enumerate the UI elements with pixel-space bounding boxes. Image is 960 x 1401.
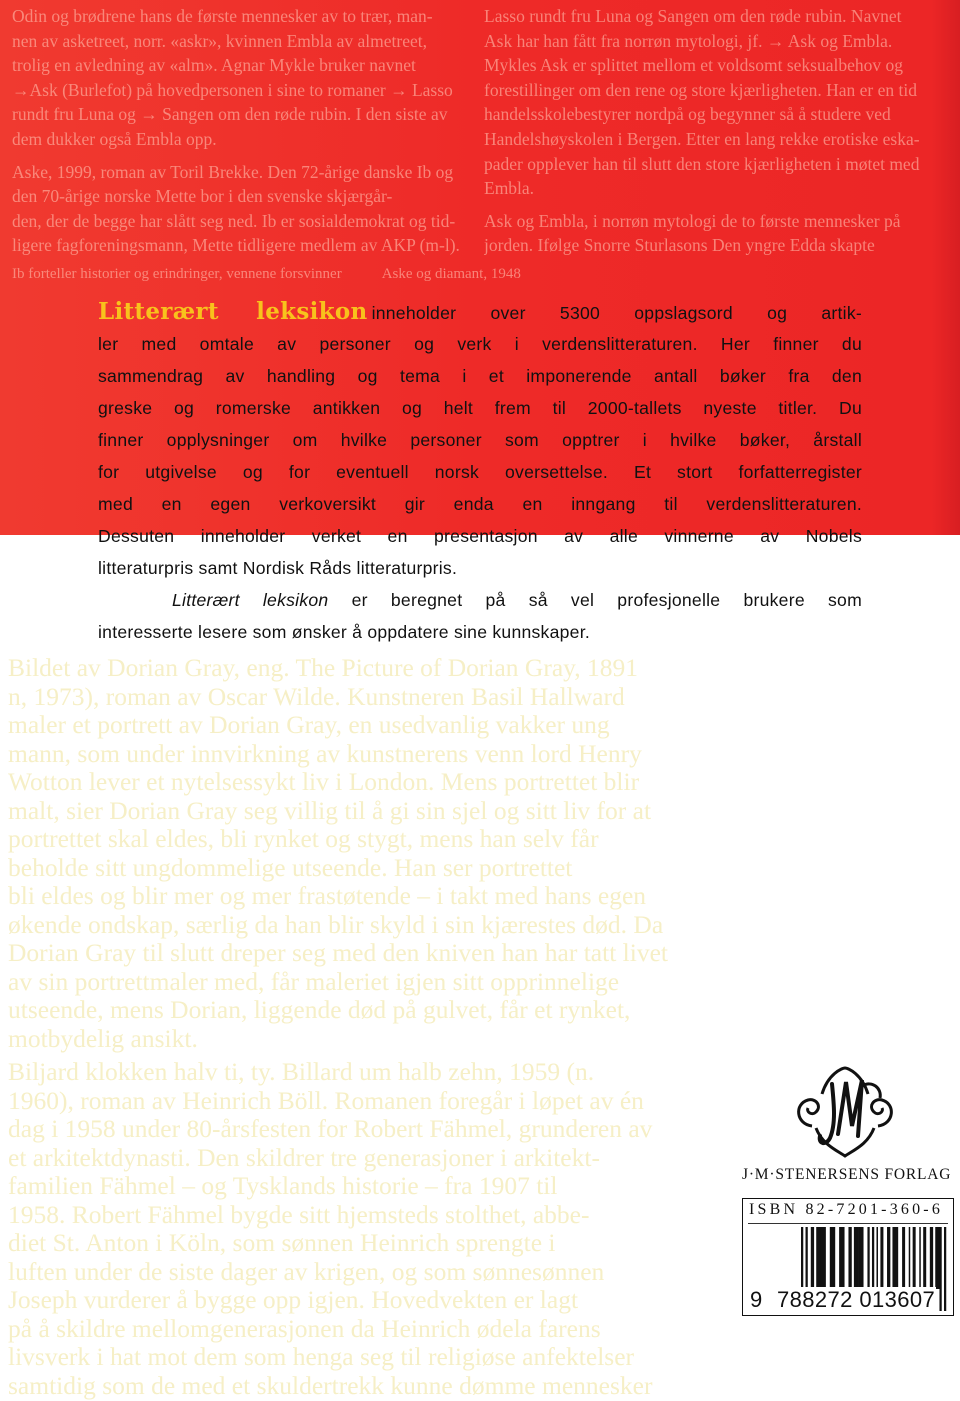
barcode-bar	[944, 1227, 946, 1311]
background-line	[484, 201, 956, 209]
background-line	[12, 152, 478, 160]
background-line: forestillinger om den rene og store kjærligheten. Han er en tid	[484, 79, 917, 100]
background-text-white	[12, 264, 952, 286]
background-line: ligere fagforeningsmann, Mette tidligere medlem av AKP (m-l).	[12, 235, 460, 256]
background-line: maler et portrett av Dorian Gray, en usedvanlig vakker ung	[8, 710, 610, 739]
blurb-line: ler med omtale av personer og verk i verdenslitteraturen. Her finner du	[98, 334, 862, 354]
background-line: Lasso rundt fru Luna og Sangen om den røde rubin. Navnet	[484, 6, 902, 26]
barcode-bar	[892, 1227, 897, 1289]
barcode-bar	[880, 1227, 883, 1289]
background-line: den, der de begge har slått seg ned. Ib er sosialdemokrat og tid-	[12, 210, 456, 231]
barcode-bar	[862, 1227, 864, 1289]
background-line: på å skildre mellomgenerasjonen da Heinrich ødela farens	[8, 1313, 601, 1343]
background-line: dag i 1958 under 80-årsfesten for Robert Fähmel, grunderen av	[8, 1114, 653, 1143]
background-line: Dorian Gray til slutt dreper seg med den kniven han har tatt livet	[8, 938, 668, 967]
blurb-line: finner opplysninger om hvilke personer som opptrer i hvilke bøker, årstall	[98, 430, 862, 450]
background-line: Ask og Embla, i norrøn mytologi de to første mennesker på	[484, 210, 901, 231]
background-line: pader opplever han til slutt den store kjærligheten i møtet med	[484, 153, 920, 174]
barcode-bar	[913, 1227, 916, 1289]
barcode-bar	[854, 1227, 859, 1289]
barcode-bar	[811, 1227, 814, 1289]
background-line: et arkitektdynasti. Den skildrer tre generasjoner i arkitekt-	[8, 1142, 600, 1172]
isbn-number: ISBN 82-7201-360-6	[749, 1201, 944, 1218]
barcode-bar	[935, 1227, 940, 1289]
background-text-red	[484, 4, 956, 258]
background-line: nen av asketreet, norr. «askr», kvinnen Embla av almetreet,	[12, 30, 427, 51]
ean-first-digit: 9	[750, 1287, 763, 1312]
background-line: familien Fähmel – og Tysklands historie – fra 1907 til	[8, 1171, 558, 1200]
barcode-bar	[923, 1227, 926, 1289]
barcode-bar	[919, 1227, 921, 1289]
background-line: handelsskolebestyrer nordpå og begynner så å studere ved	[484, 104, 891, 125]
background-line: økende ondskap, særlig da han blir skyld i sin kjærestes død. Da	[8, 909, 664, 939]
background-line: trolig en avledning av «alm». Agnar Mykle bruker navnet	[12, 55, 416, 76]
background-line: Embla.	[484, 178, 535, 199]
background-line: Odin og brødrene hans de første mennesker av to trær, man-	[12, 6, 433, 26]
background-line: mann, som under innvirkning av kunstnerens venn lord Henry	[8, 738, 642, 768]
background-line: utseende, mens Dorian, liggende død på gulvet, får et rynket,	[8, 995, 631, 1024]
blurb-line: med en egen verkoversikt gir enda en inngang til verdenslitteraturen.	[98, 494, 862, 514]
background-line: Bildet av Dorian Gray, eng. The Picture of Dorian Gray, 1891	[8, 653, 639, 682]
blurb-line: Litterært leksikon inneholder over 5300 oppslagsord og artik-	[98, 298, 862, 325]
book-title: Litterært leksikon	[98, 298, 368, 325]
background-line: rundt fru Luna og → Sangen om den røde rubin. I den siste av	[12, 104, 448, 125]
background-line: Biljard klokken halv ti, ty. Billard um halb zehn, 1959 (n.	[8, 1057, 595, 1086]
divider	[748, 1223, 948, 1224]
background-line: 1960), roman av Heinrich Böll. Romanen foregår i løpet av én	[8, 1085, 644, 1115]
background-line: 1958. Robert Fähmel bygde sitt hjemsteds stolthet, abbe-	[8, 1199, 590, 1229]
background-line: Aske, 1999, roman av Toril Brekke. Den 72-årige danske Ib og	[12, 161, 454, 182]
background-line: den 70-årige norske Mette bor i den svenske skjærgår-	[12, 186, 393, 207]
blurb	[98, 296, 862, 648]
barcode-bar	[939, 1227, 941, 1311]
blurb-line: sammendrag av handling og tema i et imponerende antall bøker fra den	[98, 366, 862, 386]
barcode-bar	[897, 1227, 899, 1289]
publisher-logo	[792, 1064, 898, 1160]
background-line: beholde sitt ungdommelige utseende. Han ser portrettet	[8, 852, 573, 882]
background-line: Ask har han fått fra norrøn mytologi, jf. → Ask og Embla.	[484, 30, 893, 51]
ean-digits: 788272 013607	[777, 1287, 936, 1312]
blurb-line: for utgivelse og for eventuell norsk oversettelse. Et stort forfatterregister	[98, 462, 862, 482]
background-line: Wotton lever et nytelsessykt liv i London. Mens portrettet blir	[8, 767, 640, 796]
background-line: Aske og diamant, 1948	[381, 266, 521, 282]
background-text-left-low	[8, 1058, 736, 1400]
barcode-bar	[909, 1227, 911, 1289]
barcode-bar	[848, 1227, 851, 1289]
blurb-line: litteraturpris samt Nordisk Råds litteraturpris.	[98, 558, 458, 578]
background-line: samtidig som de med et skuldertrekk kunne dømme mennesker	[8, 1370, 653, 1400]
barcode-bar	[843, 1227, 845, 1289]
background-line: Mykles Ask er splittet mellom et voldsomt seksualbehov og	[484, 55, 903, 76]
background-line: luften under de siste dager av krigen, og som sønnesønnen	[8, 1256, 605, 1286]
background-line: n, 1973), roman av Oscar Wilde. Kunstneren Basil Hallward	[8, 681, 625, 711]
publisher-name: J·M·STENERSENS FORLAG	[742, 1166, 952, 1183]
barcode-bar	[834, 1227, 836, 1289]
background-line: Ib forteller historier og erindringer, vennene forsvinner	[12, 266, 342, 282]
barcode-bar	[887, 1227, 890, 1289]
blurb-line: Litterært leksikon er beregnet på så vel profesjonelle brukere som	[172, 590, 862, 610]
barcode-bar	[902, 1227, 905, 1289]
background-line: diet St. Anton i Köln, som sønnen Heinrich sprengte i	[8, 1228, 556, 1257]
background-line: Handelshøyskolen i Bergen. Etter en lang rekke erotiske eska-	[484, 128, 920, 149]
blurb-line: Dessuten inneholder verket en presentasjon av alle vinnerne av Nobels	[98, 526, 862, 546]
barcode-bar	[816, 1227, 821, 1289]
background-line: livsverk i hat mot dem som henga seg til religiøse anfektelser	[8, 1342, 635, 1371]
background-line: malt, sier Dorian Gray seg villig til å gi sin sjel og sitt liv for at	[8, 795, 652, 825]
background-line: av sin portrettmaler med, får maleriet igjen sitt opprinnelige	[8, 966, 620, 996]
blurb-line: greske og romerske antikken og helt frem til 2000-tallets nyeste titler. Du	[98, 398, 862, 418]
blurb-line: interesserte lesere som ønsker å oppdatere sine kunnskaper.	[98, 622, 590, 642]
background-line: →Ask (Burlefot) på hovedpersonen i sine to romaner → Lasso	[12, 79, 453, 100]
isbn-barcode	[742, 1198, 954, 1316]
background-line: jorden. Ifølge Snorre Sturlasons Den yngre Edda skapte	[484, 235, 875, 256]
barcode-bar	[876, 1227, 878, 1289]
background-line: motbydelig ansikt.	[8, 1023, 198, 1053]
barcode-bar	[824, 1227, 826, 1289]
barcode-bar	[930, 1227, 933, 1289]
background-line: portrettet skal eldes, bli rynket og stygt, mens han selv får	[8, 824, 599, 853]
background-text-left-mid	[8, 654, 952, 1053]
background-line: dem dukker også Embla opp.	[12, 128, 217, 149]
background-line: Joseph vurderer å bygge opp igjen. Hovedvekten er lagt	[8, 1285, 579, 1314]
background-text-red-continued	[12, 4, 478, 258]
background-line: bli eldes og blir mer og mer frastøtende – i takt med hans egen	[8, 881, 647, 910]
